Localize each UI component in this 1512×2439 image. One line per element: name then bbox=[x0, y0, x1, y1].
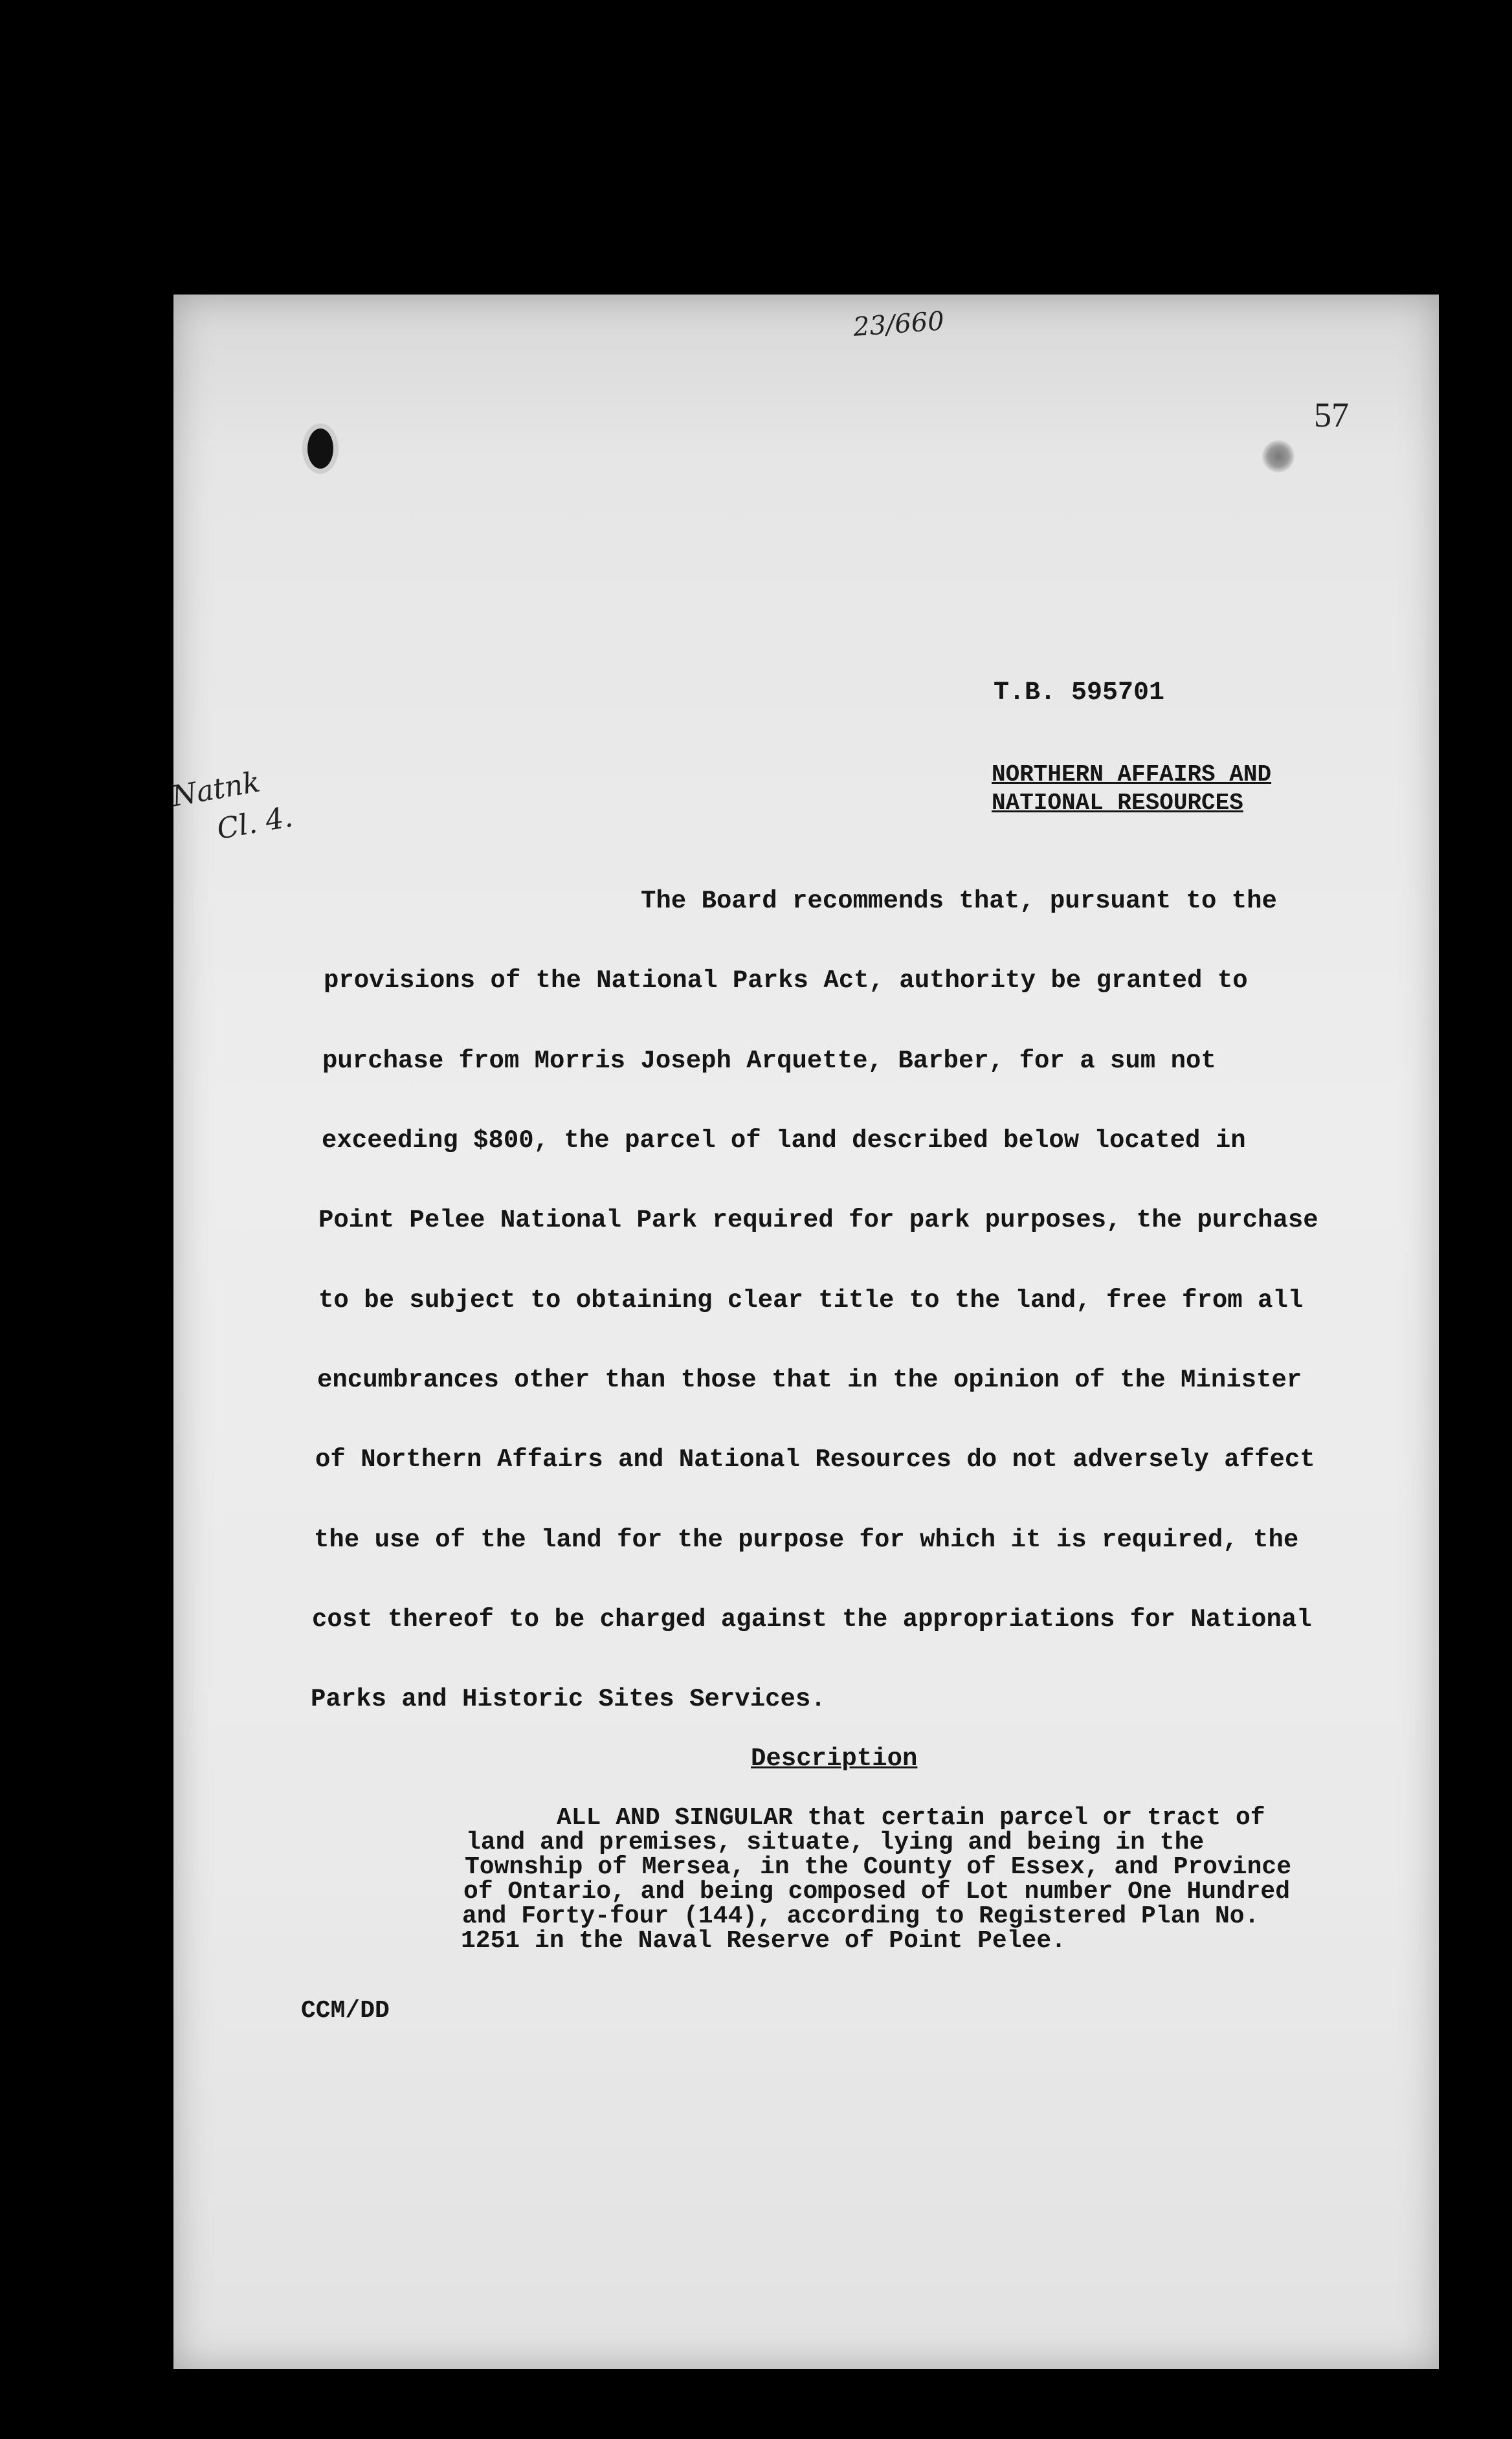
body-line: provisions of the National Parks Act, authority be granted to bbox=[324, 966, 1248, 995]
body-line: encumbrances other than those that in the opinion of the Minister bbox=[317, 1366, 1302, 1394]
body-line: exceeding $800, the parcel of land described below located in bbox=[322, 1126, 1246, 1155]
tb-number: T.B. 595701 bbox=[994, 678, 1165, 707]
description-line: land and premises, situate, lying and being in the bbox=[466, 1829, 1205, 1856]
body-line: Parks and Historic Sites Services. bbox=[311, 1685, 826, 1713]
typist-initials: CCM/DD bbox=[301, 1997, 390, 2025]
description-line: 1251 in the Naval Reserve of Point Pelee. bbox=[461, 1927, 1066, 1955]
body-line: The Board recommends that, pursuant to the bbox=[641, 887, 1277, 915]
department-line-1: NORTHERN AFFAIRS AND bbox=[992, 761, 1272, 788]
description-line: ALL AND SINGULAR that certain parcel or tract of bbox=[557, 1804, 1265, 1832]
description-line: and Forty-four (144), according to Registered Plan No. bbox=[462, 1902, 1260, 1930]
page-number: 57 bbox=[1314, 395, 1349, 434]
department-heading bbox=[992, 761, 1271, 818]
body-line: purchase from Morris Joseph Arquette, Barber, for a sum not bbox=[322, 1047, 1216, 1075]
margin-note-line-1: Natnk bbox=[169, 765, 263, 814]
body-line: of Northern Affairs and National Resources do not adversely affect bbox=[315, 1445, 1315, 1474]
description-heading: Description bbox=[751, 1744, 918, 1773]
description-line: Township of Mersea, in the County of Essex, and Province bbox=[465, 1853, 1292, 1881]
document-page bbox=[173, 295, 1439, 2369]
punch-hole bbox=[307, 429, 333, 469]
body-line: Point Pelee National Park required for park purposes, the purchase bbox=[318, 1206, 1318, 1234]
body-line: to be subject to obtaining clear title to the land, free from all bbox=[318, 1286, 1304, 1315]
body-line: the use of the land for the purpose for which it is required, the bbox=[314, 1526, 1299, 1554]
department-line-2: NATIONAL RESOURCES bbox=[992, 790, 1243, 816]
margin-note-line-2: Cl. 4. bbox=[214, 800, 296, 847]
ink-smudge bbox=[1262, 440, 1295, 473]
body-line: cost thereof to be charged against the appropriations for National bbox=[312, 1605, 1312, 1634]
description-line: of Ontario, and being composed of Lot number One Hundred bbox=[463, 1878, 1291, 1906]
handwritten-file-number: 23/660 bbox=[852, 306, 946, 342]
